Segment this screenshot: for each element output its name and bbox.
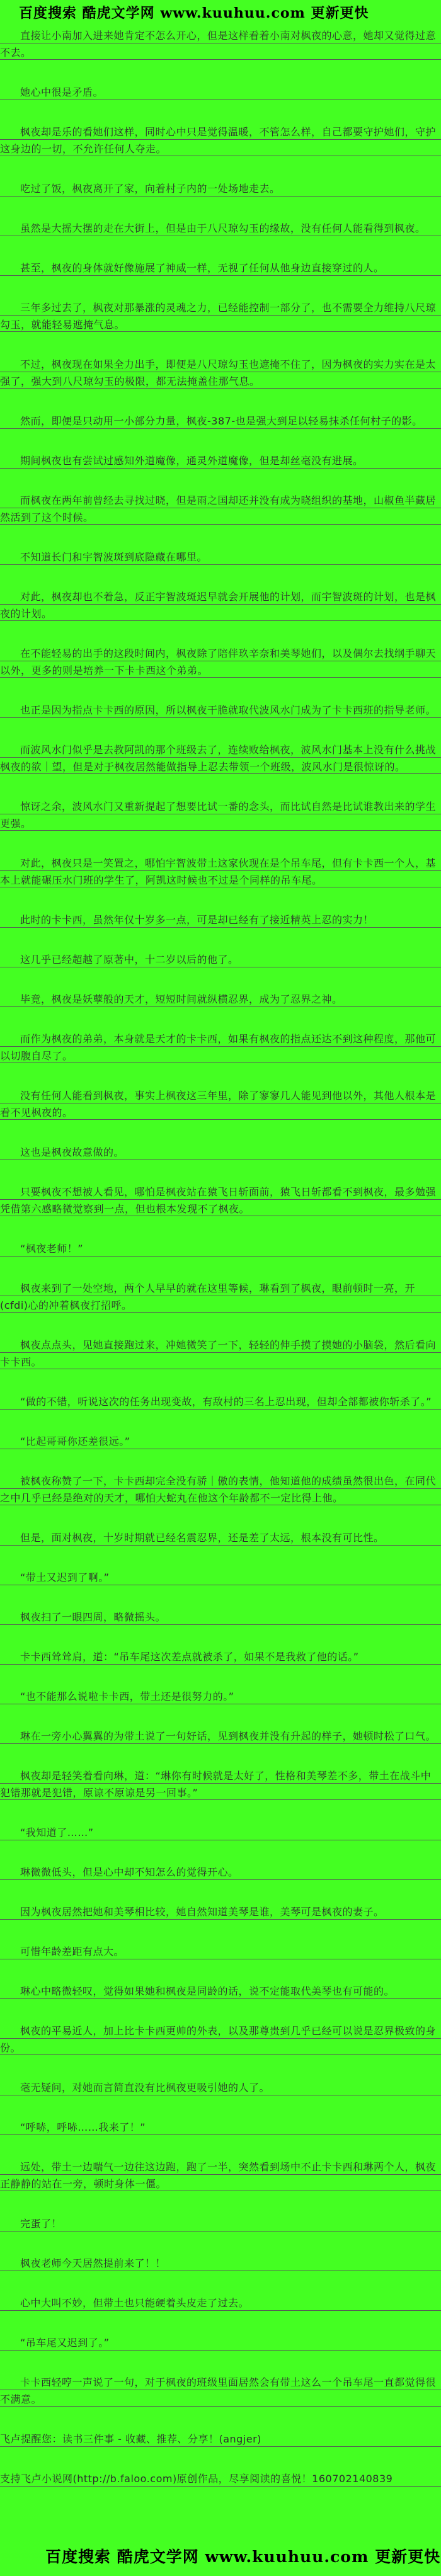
paragraph: 但是，面对枫夜，十岁时期就已经名震忍界，还是差了太远，根本没有可比性。 <box>0 1529 441 1546</box>
paragraph: “吊车尾又迟到了。” <box>0 2334 441 2351</box>
paragraph: 毕竟，枫夜是妖孽般的天才，短短时间就纵横忍界，成为了忍界之神。 <box>0 991 441 1008</box>
paragraph: 可惜年龄差距有点大。 <box>0 1943 441 1960</box>
paragraph: 三年多过去了，枫夜对那暴涨的灵魂之力，已经能控制一部分了，也不需要全力维持八尺琼勾玉，就能轻易遮掩气息。 <box>0 299 441 333</box>
paragraph: 琳在一旁小心翼翼的为带土说了一句好话，见到枫夜并没有升起的样子，她顿时松了口气。 <box>0 1728 441 1745</box>
paragraph: 卡卡西轻哼一声说了一句，对于枫夜的班级里面居然会有带土这么一个吊车尾一直都觉得很不满意。 <box>0 2374 441 2408</box>
paragraph: 惊讶之余，波风水门又重新提起了想要比试一番的念头，而比试自然是比试谁教出来的学生更强。 <box>0 798 441 832</box>
paragraph: 枫夜却是乐的看她们这样，同时心中只是觉得温暖，不管怎么样，自己都要守护她们，守护这身边的一切，不允许任何人夺走。 <box>0 123 441 157</box>
paragraph: 不过，枫夜现在如果全力出手，即便是八尺琼勾玉也遮掩不住了，因为枫夜的实力实在是太强了，强大到八尺琼勾玉的极限，都无法掩盖住那气息。 <box>0 356 441 390</box>
paragraph: 因为枫夜居然把她和美琴相比较，她自然知道美琴是谁，美琴可是枫夜的妻子。 <box>0 1903 441 1920</box>
novel-content <box>0 23 441 2487</box>
paragraph: “枫夜老师！” <box>0 1240 441 1257</box>
paragraph: 虽然是大摇大摆的走在大街上，但是由于八尺琼勾玉的缘故，没有任何人能看得到枫夜。 <box>0 220 441 237</box>
paragraph: 而枫夜在两年前曾经去寻找过晓，但是雨之国却还并没有成为晓组织的基地，山椒鱼半藏居然活到了这个时候。 <box>0 492 441 526</box>
paragraph: 然而，即便是只动用一小部分力量，枫夜-387-也是强大到足以轻易抹杀任何村子的影。 <box>0 413 441 430</box>
paragraph: 而波风水门似乎是去教阿凯的那个班级去了，连续败给枫夜，波风水门基本上没有什么挑战枫夜的欲｜望，但是对于枫夜居然能做指导上忍去带领一个班级，波风水门是很惊讶的。 <box>0 741 441 775</box>
paragraph: “呼哧，呼哧……我来了！” <box>0 2119 441 2136</box>
paragraph: “做的不错，听说这次的任务出现变故，有敌村的三名上忍出现，但却全部都被你斩杀了。” <box>0 1393 441 1410</box>
paragraph: 完蛋了！ <box>0 2215 441 2232</box>
paragraph: 她心中很是矛盾。 <box>0 84 441 101</box>
paragraph: 枫夜却是轻笑着看向琳，道：“琳你有时候就是太好了，性格和美琴差不多，带土在战斗中犯错那就是犯错，原谅不原谅是另一回事。” <box>0 1767 441 1801</box>
paragraph: 这几乎已经超越了原著中，十二岁以后的他了。 <box>0 951 441 968</box>
paragraph: 不知道长门和宇智波斑到底隐藏在哪里。 <box>0 549 441 566</box>
paragraph: 对此，枫夜却也不着急，反正宇智波斑迟早就会开展他的计划，而宇智波斑的计划，也是枫夜的计划。 <box>0 588 441 622</box>
paragraph: “我知道了……” <box>0 1824 441 1841</box>
paragraph: 这也是枫夜故意做的。 <box>0 1144 441 1161</box>
header-banner: 百度搜索 酷虎文学网 www.kuuhuu.com 更新更快 <box>19 5 369 21</box>
paragraph: 期间枫夜也有尝试过感知外道魔像，通灵外道魔像，但是却丝毫没有进展。 <box>0 452 441 469</box>
paragraph: 而作为枫夜的弟弟，本身就是天才的卡卡西，如果有枫夜的指点还达不到这种程度，那他可以切腹自尽了。 <box>0 1030 441 1064</box>
paragraph: 飞卢提醒您：读书三件事 - 收藏、推荐、分享！(angjer) <box>0 2431 441 2448</box>
paragraph: 直接让小南加入进来她肯定不怎么开心，但是这样看着小南对枫夜的心意，她却又觉得过意不去。 <box>0 27 441 61</box>
paragraph: 对此，枫夜只是一笑置之，哪怕宇智波带土这家伙现在是个吊车尾，但有卡卡西一个人，基本上就能碾压水门班的学生了，阿凯这时候也不过是个同样的吊车尾。 <box>0 855 441 889</box>
paragraph: 支持飞卢小说网(http://b.faloo.com)原创作品，尽享阅读的喜悦！160702140839 <box>0 2470 441 2487</box>
paragraph: “也不能那么说啦卡卡西，带土还是很努力的。” <box>0 1688 441 1705</box>
footer-banner: 百度搜索 酷虎文学网 www.kuuhuu.com 更新更快 <box>45 2548 441 2566</box>
paragraph: 被枫夜称赞了一下，卡卡西却完全没有骄｜傲的表情，他知道他的成绩虽然很出色，在同代之中几乎已经是绝对的天才，哪怕大蛇丸在他这个年龄都不一定比得上他。 <box>0 1473 441 1507</box>
paragraph: “带土又迟到了啊。” <box>0 1569 441 1586</box>
paragraph: 此时的卡卡西，虽然年仅十岁多一点，可是却已经有了接近精英上忍的实力！ <box>0 911 441 928</box>
paragraph: 枫夜点点头，见她直接跑过来，冲她微笑了一下，轻轻的伸手摸了摸她的小脑袋，然后看向卡卡西。 <box>0 1336 441 1371</box>
paragraph: 甚至，枫夜的身体就好像施展了神威一样，无视了任何从他身边直接穿过的人。 <box>0 259 441 276</box>
paragraph: 在不能轻易的出手的这段时间内，枫夜除了陪伴玖辛奈和美琴她们，以及偶尔去找纲手聊天以外，更多的则是培养一下卡卡西这个弟弟。 <box>0 645 441 679</box>
paragraph: 也正是因为指点卡卡西的原因，所以枫夜干脆就取代波风水门成为了卡卡西班的指导老师。 <box>0 702 441 719</box>
paragraph: 只要枫夜不想被人看见，哪怕是枫夜站在猿飞日斩面前，猿飞日斩都看不到枫夜，最多勉强凭借第六感略微觉察到一点，但也根本发现不了枫夜。 <box>0 1183 441 1217</box>
paragraph: 琳心中略微轻叹，觉得如果她和枫夜是同龄的话，说不定能取代美琴也有可能的。 <box>0 1983 441 2000</box>
paragraph: 枫夜来到了一处空地，两个人早早的就在这里等候，琳看到了枫夜，眼前顿时一亮，开(cfdi)心的冲着枫夜打招呼。 <box>0 1280 441 1314</box>
paragraph: 远处，带土一边喘气一边往这边跑，跑了一半，突然看到场中不止卡卡西和琳两个人，枫夜正静静的站在一旁，顿时身体一僵。 <box>0 2158 441 2192</box>
paragraph: 琳微微低头，但是心中却不知怎么的觉得开心。 <box>0 1864 441 1881</box>
paragraph: 毫无疑问，对她而言简直没有比枫夜更吸引她的人了。 <box>0 2079 441 2096</box>
paragraph: 枫夜老师今天居然提前来了！！ <box>0 2255 441 2272</box>
paragraph: 吃过了饭，枫夜离开了家，向着村子内的一处场地走去。 <box>0 180 441 197</box>
paragraph: 心中大叫不妙，但带土也只能硬着头皮走了过去。 <box>0 2294 441 2311</box>
paragraph: 没有任何人能看到枫夜，事实上枫夜这三年里，除了寥寥几人能见到他以外，其他人根本是看不见枫夜的。 <box>0 1087 441 1121</box>
paragraph: 枫夜的平易近人，加上比卡卡西更帅的外表，以及那尊贵到几乎已经可以说是忍界极致的身份。 <box>0 2022 441 2056</box>
paragraph: 枫夜扫了一眼四周，略微摇头。 <box>0 1609 441 1626</box>
paragraph: 卡卡西耸耸肩，道：“吊车尾这次差点就被杀了，如果不是我救了他的话。” <box>0 1648 441 1665</box>
paragraph: “比起哥哥你还差很远。” <box>0 1433 441 1450</box>
